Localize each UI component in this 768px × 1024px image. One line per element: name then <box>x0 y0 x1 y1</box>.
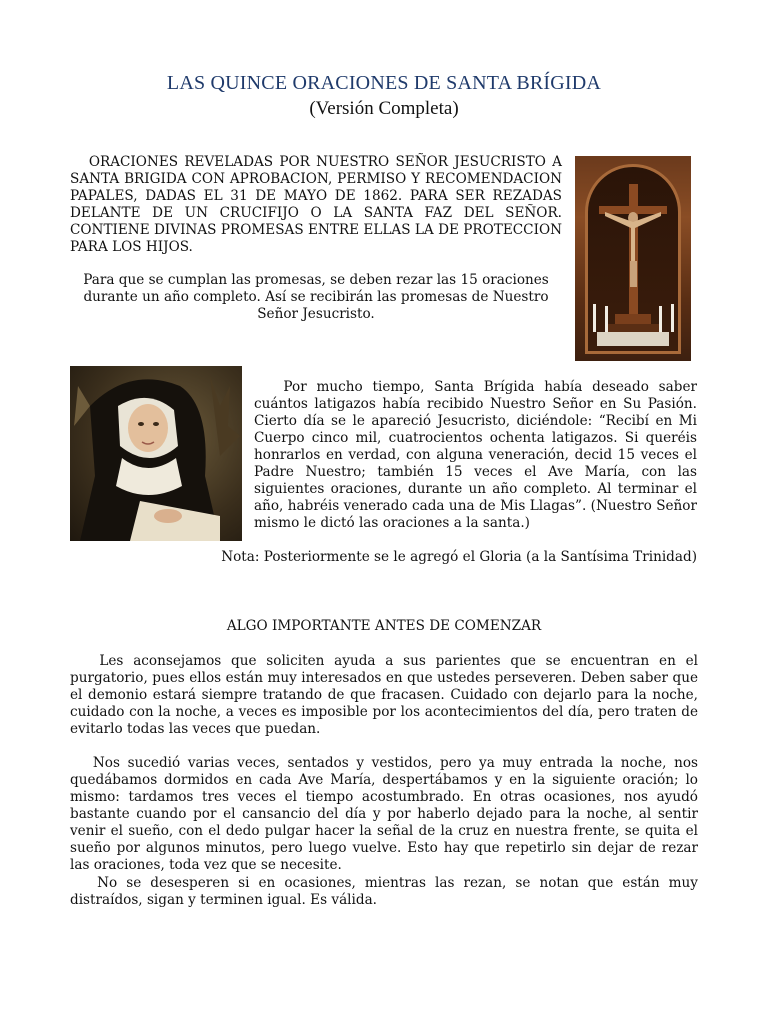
gloria-note: Nota: Posteriormente se le agregó el Gloria (a la Santísima Trinidad) <box>221 549 697 565</box>
advice-paragraph-3: No se desesperen si en ocasiones, mientras las rezan, se notan que están muy distraídos, sigan y terminen igual. Es válida. <box>70 875 698 908</box>
crucifix-image <box>575 156 691 361</box>
advice-paragraph-2: Nos sucedió varias veces, sentados y vestidos, pero ya muy entrada la noche, nos quedábamos dormidos en cada Ave María, despertábamos y en la siguiente oración; lo mismo: tardamos tres veces el tiempo acostumbrado. En otras ocasiones, nos ayudó bastante cuando por el cansancio del día y por haberlo dejado para la noche, al sentir venir el sueño, con el dedo pulgar hacer la señal de la cruz en nuestra frente, se quita el sueño por algunos minutos, pero luego vuelve. Esto hay que repetirlo sin dejar de rezar las oraciones, toda vez que se necesite. <box>70 755 699 873</box>
revelation-paragraph: ORACIONES REVELADAS POR NUESTRO SEÑOR JESUCRISTO A SANTA BRIGIDA CON APROBACION, PERMISO Y RECOMENDACION PAPALES, DADAS EL 31 DE MAYO DE 1862. PARA SER REZADAS DELANTE DE UN CRUCIFIJO O LA SANTA FAZ DEL SEÑOR. CONTIENE DIVINAS PROMESAS ENTRE ELLAS LA DE PROTECCION PARA LOS HIJOS. <box>70 154 562 255</box>
document-title: LAS QUINCE ORACIONES DE SANTA BRÍGIDA <box>166 72 602 94</box>
portrait-drawing <box>70 366 242 541</box>
advice-paragraph-1: Les aconsejamos que soliciten ayuda a sus parientes que se encuentran en el purgatorio, pues ellos están muy interesados en que ustedes perseveren. Deben saber que el demonio estará siempre tratando de que fracasen. Cuidado con dejarlo para la noche, cuidado con la noche, a veces es imposible por los acontecimientos del día, pero traten de evitarlo todas las veces que puedan. <box>70 653 699 737</box>
story-paragraph: Por mucho tiempo, Santa Brígida había deseado saber cuántos latigazos había recibido Nuestro Señor en Su Pasión. Cierto día se le apareció Jesucristo, diciéndole: “Recibí en Mi Cuerpo cinco mil, cuatrocientos ochenta latigazos. Si queréis honrarlos en verdad, con alguna veneración, decid 15 veces el Padre Nuestro; también 15 veces el Ave María, con las siguientes oraciones, durante un año completo. Al terminar el año, habréis venerado cada una de Mis Llagas”. (Nuestro Señor mismo le dictó las oraciones a la santa.) <box>254 379 698 531</box>
saint-brigid-portrait <box>70 366 242 541</box>
promise-paragraph: Para que se cumplan las promesas, se deben rezar las 15 oraciones durante un año completo. Así se recibirán las promesas de Nuestro Señor Jesucristo. <box>83 272 549 322</box>
crucifix-drawing <box>575 156 691 361</box>
document-subtitle: (Versión Completa) <box>309 98 459 119</box>
section-heading: ALGO IMPORTANTE ANTES DE COMENZAR <box>226 618 542 634</box>
